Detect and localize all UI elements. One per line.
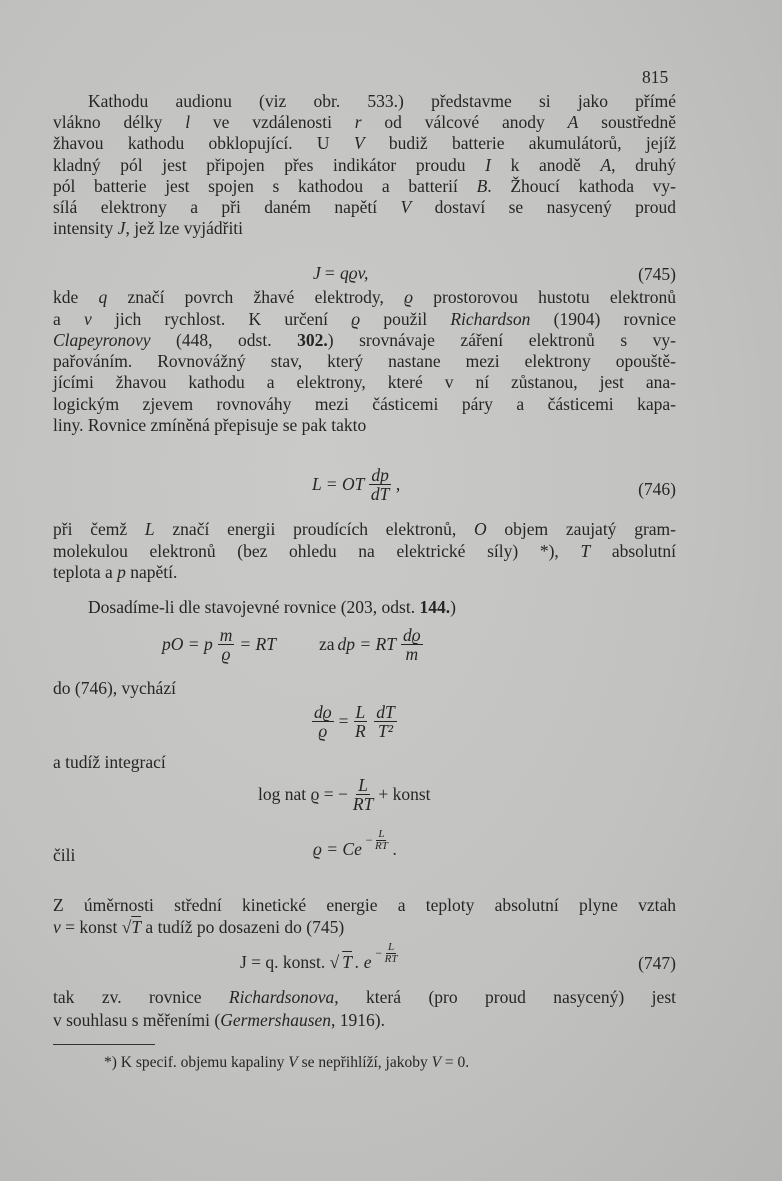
text-line [53,561,676,583]
fraction [401,626,423,663]
eq-part: J = q. konst. √ [240,952,340,972]
text-run: = 0. [441,1054,470,1071]
text-run: V [431,1054,442,1071]
text-run: , která (pro proud nasycený) jest [334,987,676,1007]
eq-part: . e [354,952,372,972]
text-run: A [567,112,579,132]
text-run: O [473,519,487,539]
text-run: ϱ [351,309,361,329]
equation-747 [240,941,399,974]
fraction [385,942,398,965]
text-line [53,286,676,308]
text-line [53,540,676,562]
denominator: m [405,644,419,664]
eq-part: + konst [378,784,431,804]
text-run: čili [53,845,76,865]
text-line [53,154,676,176]
equation-state [162,626,425,663]
text-line [53,894,676,916]
eq-part: = [338,711,349,731]
eq-comma: , [395,474,401,494]
text-run: = konst √ [60,917,132,937]
text-run: T [131,917,142,937]
text-run: vlákno délky [53,112,186,132]
text-run: do (746), vychází [53,678,176,698]
denominator: ϱ [318,721,328,741]
eq-part: − [364,833,373,847]
eq-part: dp = RT [337,634,396,654]
text-run: logickým zjevem rovnováhy mezi částicemi páry a částicemi kapa- [53,394,676,414]
text-run: použil [360,309,451,329]
text-run: , druhý [611,155,676,175]
eq-rhs: = qϱv, [323,263,369,283]
eq-part: za [318,634,335,654]
denominator: ϱ [221,644,231,664]
text-line [53,916,676,938]
text-run: , jež lze vyjádřiti [125,218,244,238]
fraction [354,703,368,740]
text-run: jícími žhavou kathodu a elektrony, které v ní zůstanou, jest ana- [53,372,676,392]
text-run: teplota a [53,562,118,582]
text-run: kladný pól jest připojen přes indikátor proudu [53,155,486,175]
text-line [53,414,676,436]
text-run: v [84,309,92,329]
numerator: dT [376,702,395,722]
footnote-divider [53,1044,155,1045]
text-run: pařováním. Rovnovážný stav, který nastane mezi elektrony opouště- [53,351,676,371]
numerator: dϱ [402,625,421,645]
eq-part: pO = p [162,634,213,654]
text-run: 302. [297,330,328,350]
fraction [218,626,235,663]
text-run: Dosadíme-li dle stavojevné rovnice (203, odst. [88,597,420,617]
equation-746 [312,466,400,503]
text-line [88,596,676,618]
text-run: ) [450,597,456,617]
fraction [375,829,388,852]
text-run: kde [53,287,99,307]
text-run: . Žhoucí kathoda vy- [487,176,677,196]
text-run: liny. Rovnice zmíněná přepisuje se pak takto [53,415,367,435]
text-run: dostaví se nasycený proud [411,197,676,217]
eq-part: ϱ = Ce [313,839,362,859]
text-run: V [353,133,365,153]
text-run: jich rychlost. K určení [91,309,352,329]
text-run: l [185,112,191,132]
text-line [53,111,676,133]
text-run: ve vzdálenosti [190,112,355,132]
text-run: budiž batterie akumulátorů, jejíž [364,133,676,153]
text-run: značí energii proudících elektronů, [154,519,474,539]
text-run: q [98,287,108,307]
numerator: m [219,625,233,645]
text-line [53,518,676,540]
text-run: *) K specif. objemu kapaliny [104,1054,289,1071]
text-line [53,132,676,154]
text-run: Kathodu audionu (viz obr. 533.) představme si jako přímé [88,91,676,111]
text-run: J [117,218,126,238]
fraction [369,466,391,503]
fraction [312,703,334,740]
text-run: absolutní [590,541,677,561]
text-run: L [144,519,155,539]
text-line [53,350,676,372]
text-run: A [600,155,612,175]
text-run: Richardson [450,309,531,329]
text-run: Richardsonova [228,987,335,1007]
text-run: a tudíž po dosazeni do (745) [141,917,345,937]
text-run: 144. [419,597,451,617]
denominator: RT [384,953,398,965]
footnote [104,1052,727,1074]
text-run: prostorovou hustotu elektronů [413,287,676,307]
eq-part: T [342,952,352,972]
text-line [53,393,676,415]
denominator: R [355,721,366,741]
text-run: Clapeyronovy [53,330,151,350]
text-run: tak zv. rovnice [53,987,229,1007]
fraction [353,776,373,813]
numerator: L [378,828,385,840]
text-run: soustředně [578,112,676,132]
numerator: dp [371,465,389,485]
equation-number: (745) [638,264,676,284]
text-line [53,308,676,330]
denominator: RT [352,794,374,814]
text-run: ϱ [404,287,414,307]
text-run: r [354,112,362,132]
eq-part: = RT [239,634,276,654]
text-run: k anodě [490,155,601,175]
text-line [53,371,676,393]
text-run: Z úměrnosti střední kinetické energie a teploty absolutní plyne vztah [53,895,676,915]
text-run: pól batterie jest spojen s kathodou a batterií [53,176,477,196]
text-run: B [476,176,488,196]
text-run: a tudíž integrací [53,752,166,772]
equation-745 [313,263,368,284]
text-run: Germershausen [220,1010,332,1030]
text-run: I [485,155,491,175]
eq-lhs: L = OT [312,474,365,494]
text-run: V [288,1054,298,1071]
text-run: objem zaujatý gram- [486,519,676,539]
text-run: v souhlasu s měřeními ( [53,1010,221,1030]
text-run: p [117,562,126,582]
numerator: L [358,775,368,795]
text-run: (448, odst. [150,330,298,350]
text-run: , 1916). [331,1010,385,1030]
text-line [53,986,676,1008]
equation-number: (747) [638,953,676,973]
equation-number: (746) [638,479,676,499]
text-run: sílá elektrony a při daném napětí [53,197,401,217]
numerator: dϱ [314,702,332,722]
numerator: L [355,702,366,722]
text-line [53,329,676,351]
text-run: v [53,917,61,937]
text-line [53,1009,676,1031]
fraction [374,703,396,740]
denominator: T² [378,721,393,741]
page-number: 815 [642,67,669,87]
denominator: dT [370,484,390,504]
text-run: od válcové anody [361,112,568,132]
text-line [53,175,676,197]
text-line [53,677,676,699]
text-run: žhavou kathodu obklopující. U [53,133,354,153]
equation-exponential [313,828,398,861]
text-run: (1904) rovnice [530,309,676,329]
equation-log [258,776,431,813]
denominator: RT [375,840,388,852]
text-run: napětí. [125,562,178,582]
text-run: se nepřihlíží, jakoby [297,1054,432,1071]
text-line [53,751,676,773]
numerator: L [387,941,395,953]
text-line [53,217,676,239]
eq-part: log nat ϱ = − [258,784,348,804]
text-line [88,90,676,112]
text-run: a [53,309,84,329]
text-run: značí povrch žhavé elektrody, [107,287,405,307]
text-run: při čemž [53,519,145,539]
text-run: ) srovnávaje záření elektronů s vy- [327,330,676,350]
text-run: V [400,197,412,217]
equation-differential [310,703,399,740]
eq-part: − [374,946,383,960]
eq-lhs: J [313,263,321,283]
text-run: T [580,541,591,561]
eq-part: . [392,839,398,859]
text-run: molekulou elektronů (bez ohledu na elektrické síly) *), [53,541,581,561]
text-run: intensity [53,218,118,238]
text-line [53,196,676,218]
